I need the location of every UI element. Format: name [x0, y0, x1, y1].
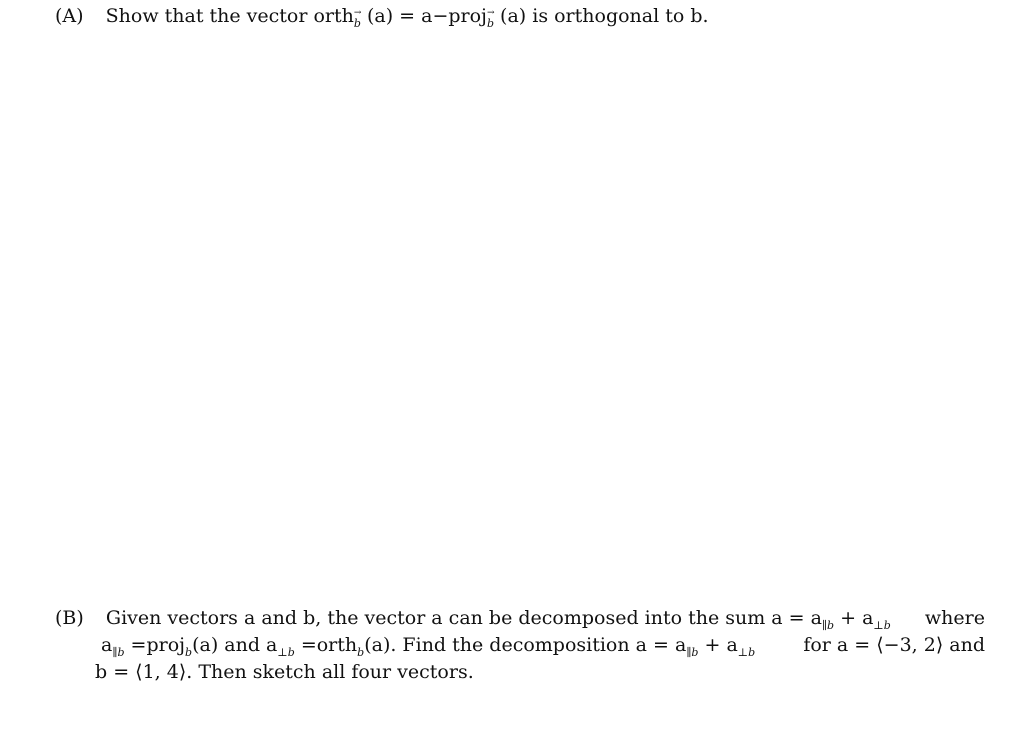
part-b-line2-b: =proj [130, 634, 186, 656]
part-b-label: (B) [55, 607, 84, 629]
part-b-line2-e: (a). Find the decomposition a = a [364, 634, 687, 656]
part-b-line2-g: for a = ⟨−3, 2⟩ and [803, 634, 985, 656]
part-b-line2-f: + a [704, 634, 738, 656]
sub-b-3: b [185, 646, 193, 659]
problem-part-a [55, 7, 995, 34]
sub-b: → b [353, 8, 362, 30]
sub-parallel-2: ∥b [112, 646, 125, 659]
sub-parallel: ∥b [821, 619, 835, 632]
sub-perp-3: ⊥b [737, 646, 756, 659]
part-b-line2-a: a [101, 634, 113, 656]
part-b-line-2 [55, 636, 985, 663]
part-b-line2-c: (a) and a [192, 634, 278, 656]
part-a-text-1: Show that the vector orth [105, 5, 354, 27]
part-a-statement [55, 7, 995, 34]
sub-perp-2: ⊥b [277, 646, 295, 659]
part-b-line-1 [55, 609, 985, 636]
sub-perp: ⊥b [873, 619, 891, 632]
problem-part-b [55, 609, 985, 690]
part-b-line2-d: =orth [300, 634, 358, 656]
part-a-text-2: (a) is orthogonal to b. [500, 5, 709, 27]
part-b-line1-start: Given vectors a and b, the vector a can be decomposed into the sum a = a [105, 607, 822, 629]
part-b-line3: b = ⟨1, 4⟩. Then sketch all four vectors. [95, 661, 474, 683]
sub-b-2: → b [486, 8, 495, 30]
sub-b-4: b [357, 646, 365, 659]
part-a-label: (A) [55, 5, 84, 27]
part-b-line1-plus: + a [840, 607, 874, 629]
part-b-line-3 [55, 663, 985, 690]
part-a-equation: (a) = a−proj [366, 5, 487, 27]
sub-parallel-3: ∥b [686, 646, 699, 659]
part-b-line1-end: where [924, 607, 985, 629]
